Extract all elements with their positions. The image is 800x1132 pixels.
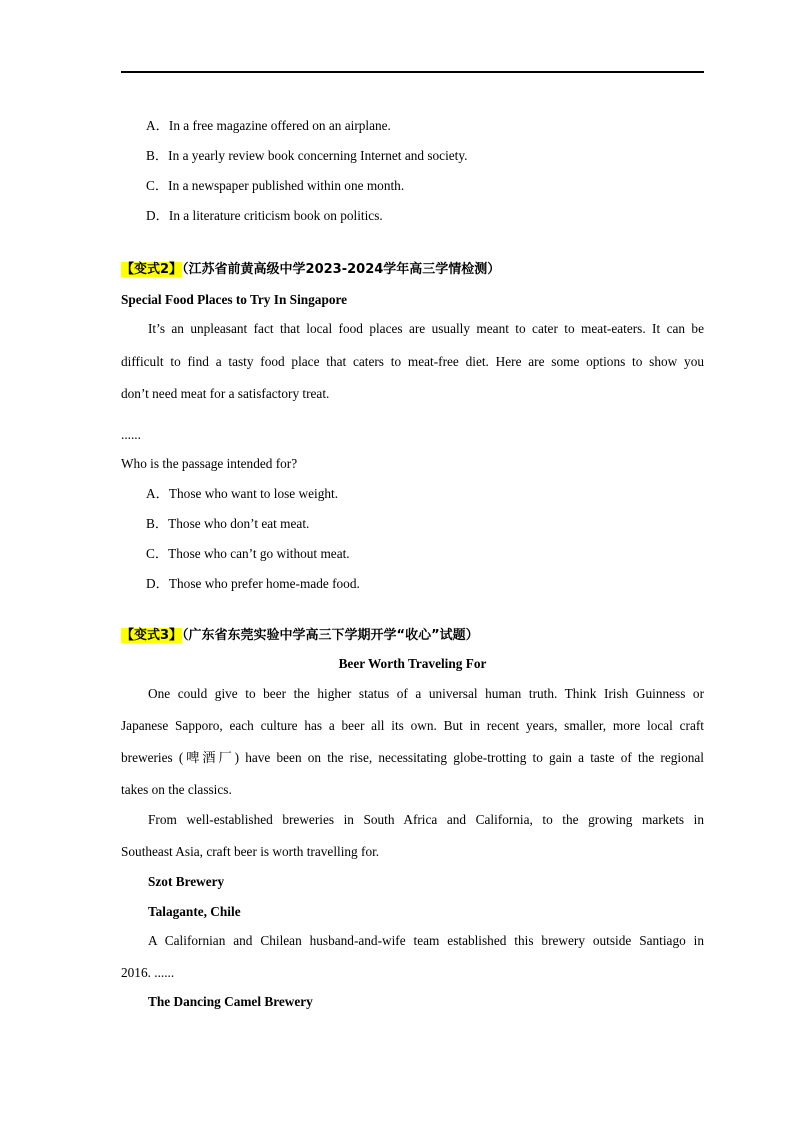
- variant3-para1-line-2: Japanese Sapporo, each culture has a beer all its own. But in recent years, smaller, more local craft: [121, 718, 704, 733]
- variant3-source: （广东省东莞实验中学高三下学期开学“收心”试题）: [182, 628, 479, 643]
- variant2-para-line-1: It’s an unpleasant fact that local food places are usually meant to cater to meat-eaters. It can be: [148, 321, 704, 336]
- variant3-para2-line-2: Southeast Asia, craft beer is worth travelling for.: [121, 844, 380, 859]
- brewery2-name: The Dancing Camel Brewery: [148, 994, 313, 1009]
- variant2-option-d: D．Those who prefer home-made food.: [146, 576, 360, 591]
- variant2-question: Who is the passage intended for?: [121, 456, 298, 471]
- variant2-title: Special Food Places to Try In Singapore: [121, 292, 348, 307]
- variant2-option-c: C．Those who can’t go without meat.: [146, 546, 350, 561]
- variant3-header: [121, 627, 479, 645]
- variant2-option-b: B．Those who don’t eat meat.: [146, 516, 310, 531]
- variant2-para-line-3: don’t need meat for a satisfactory treat.: [121, 386, 330, 401]
- option-a: A．In a free magazine offered on an airplane.: [146, 118, 391, 133]
- variant3-para1-line-3: breweries (啤酒厂) have been on the rise, necessitating globe-trotting to gain a taste of the regional: [121, 750, 704, 765]
- variant2-option-a: A．Those who want to lose weight.: [146, 486, 339, 501]
- option-d: D．In a literature criticism book on politics.: [146, 208, 383, 223]
- variant2-source: （江苏省前黄高级中学2023-2024学年高三学情检测）: [182, 262, 501, 277]
- variant2-para-line-2: difficult to find a tasty food place that caters to meat-free diet. Here are some options to show you: [121, 354, 704, 369]
- variant3-tag: 【变式3】: [121, 628, 183, 643]
- variant3-para3-line-2: 2016. ......: [121, 965, 175, 980]
- option-b: B．In a yearly review book concerning Internet and society.: [146, 148, 468, 163]
- variant3-para2-line-1: From well-established breweries in South Africa and California, to the growing markets in: [148, 812, 704, 827]
- variant2-ellipsis: ......: [121, 427, 141, 442]
- option-c: C．In a newspaper published within one month.: [146, 178, 405, 193]
- header-rule: [121, 71, 704, 73]
- brewery1-name: Szot Brewery: [148, 874, 225, 889]
- variant2-tag: 【变式2】: [121, 262, 183, 277]
- variant3-para1-line-1: One could give to beer the higher status of a universal human truth. Think Irish Guinness or: [148, 686, 704, 701]
- variant2-header: [121, 261, 500, 279]
- variant3-para3-line-1: A Californian and Chilean husband-and-wife team established this brewery outside Santiago in: [148, 933, 704, 948]
- variant3-title: Beer Worth Traveling For: [338, 656, 487, 671]
- variant3-para1-line-4: takes on the classics.: [121, 782, 232, 797]
- brewery1-location: Talagante, Chile: [148, 904, 241, 919]
